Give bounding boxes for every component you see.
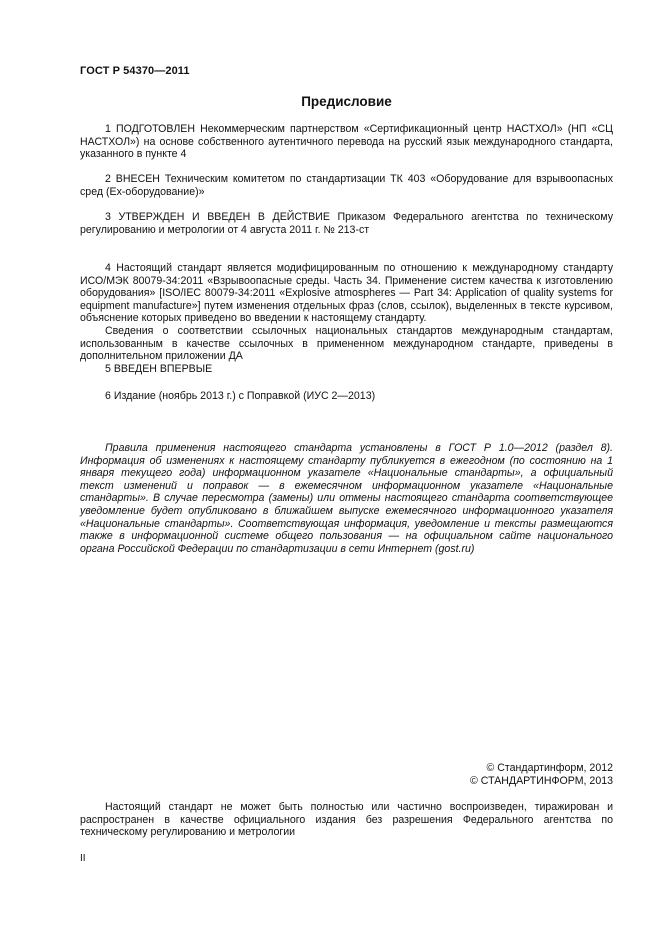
foreword-item-6 [80, 390, 613, 403]
application-rules-text: Правила применения настоящего стандарта установлены в ГОСТ Р 1.0—2012 (раздел 8). Информация об изменениях к настоящему стандарту публикуется в ежегодном (по состоянию на 1 января текущего года) информационном указателе «Национальные стандарты», а официальный текст изменений и поправок — в ежемесячном информационном указателе «Национальные стандарты». В случае пересмотра (замены) или отмены настоящего стандарта соответствующее уведомление будет опубликовано в ближайшем выпуске ежемесячного информационного указателя «Национальные стандарты». Соответствующая информация, уведомление и тексты размещаются также в информационной системе общего пользования — на официальном сайте национального органа Российской Федерации по стандартизации в сети Интернет (gost.ru) [80, 442, 613, 555]
foreword-item-5-text: 5 ВВЕДЕН ВПЕРВЫЕ [105, 363, 213, 375]
foreword-item-4-references-text: Сведения о соответствии ссылочных национальных стандартов международным стандартам, использованным в качестве ссылочных в примененном международном стандарте, приведены в дополнительном приложении ДА [80, 324, 613, 363]
application-rules-block [80, 442, 613, 555]
foreword-item-3 [80, 211, 613, 236]
foreword-item-4 [80, 262, 613, 363]
foreword-item-4-text: 4 Настоящий стандарт является модифицированным по отношению к международному стандарту ИСО/МЭК 80079-34:2011 «Взрывоопасные среды. Часть 34. Применение систем качества к изготовлению оборудования» [ISO/IEC 80079-34:2011 «Explosive atmospheres — Part 34: Application of quality systems for equipment manufacture»] путем изменения отдельных фраз (слов, ссылок), выделенных в тексте курсивом, объяснение которых приведено во введении к настоящему стандарту. [80, 262, 613, 325]
foreword-item-2 [80, 173, 613, 198]
foreword-item-6-text: 6 Издание (ноябрь 2013 г.) с Поправкой (ИУС 2—2013) [105, 390, 376, 402]
foreword-title: Предисловие [301, 94, 392, 109]
page-number: II [80, 853, 86, 864]
foreword-item-5 [80, 363, 613, 376]
reproduction-notice-text: Настоящий стандарт не может быть полностью или частично воспроизведен, тиражирован и распространен в качестве официального издания без разрешения Федерального агентства по техническому регулированию и метрологии [80, 801, 613, 839]
foreword-item-1 [80, 123, 613, 161]
document-code-header: ГОСТ Р 54370—2011 [80, 65, 190, 77]
foreword-item-1-text: 1 ПОДГОТОВЛЕН Некоммерческим партнерством «Сертификационный центр НАСТХОЛ» (НП «СЦ НАСТХОЛ») на основе собственного аутентичного перевода на русский язык международного стандарта, указанного в пункте 4 [80, 123, 613, 161]
copyright-line-1: © Стандартинформ, 2012 [486, 762, 613, 774]
foreword-item-2-text: 2 ВНЕСЕН Техническим комитетом по стандартизации ТК 403 «Оборудование для взрывоопасных сред (Ех-оборудование)» [80, 173, 613, 198]
foreword-item-3-text: 3 УТВЕРЖДЕН И ВВЕДЕН В ДЕЙСТВИЕ Приказом Федерального агентства по техническому регулированию и метрологии от 4 августа 2011 г. № 213-ст [80, 211, 613, 236]
copyright-line-2: © СТАНДАРТИНФОРМ, 2013 [470, 775, 613, 787]
reproduction-notice [80, 801, 613, 839]
